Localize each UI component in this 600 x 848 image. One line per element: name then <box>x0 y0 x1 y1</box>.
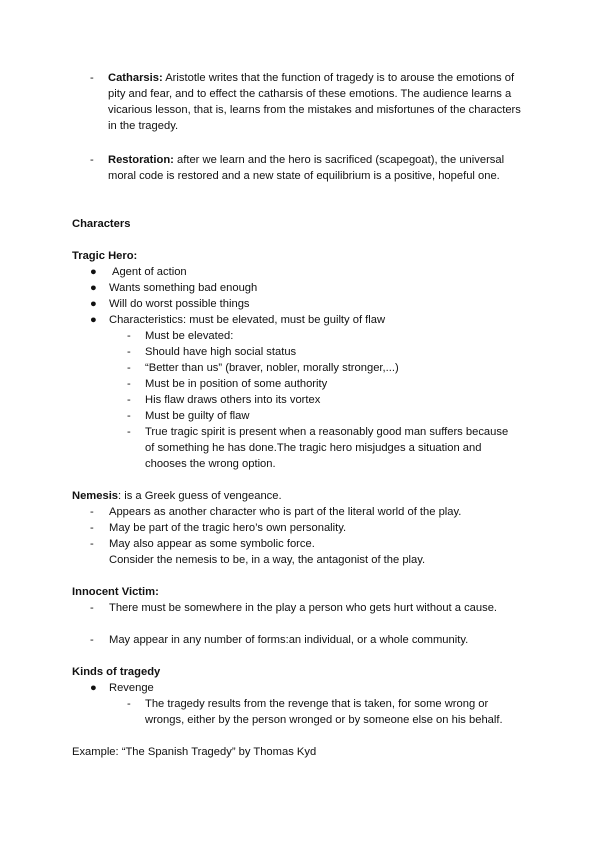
victim-item-text: There must be somewhere in the play a person who gets hurt without a cause. <box>109 602 498 614</box>
nemesis-item-text: May also appear as some symbolic force. <box>109 538 315 550</box>
kind-type: Revenge <box>109 682 154 694</box>
tragic-hero-heading: Tragic Hero: <box>72 250 138 262</box>
kind-description: The tragedy results from the revenge that is taken, for some wrong or wrongs, either by the person wronged or by someone else on his behalf. <box>145 698 503 726</box>
restoration-label: Restoration: <box>108 154 174 166</box>
example-line: Example: “The Spanish Tragedy” by Thomas Kyd <box>72 746 317 758</box>
bullet-icon: ● <box>90 298 97 310</box>
bullet-icon: ● <box>90 314 97 326</box>
characteristic-text: “Better than us” (braver, nobler, morally stronger,...) <box>145 362 399 374</box>
characteristic-text: Must be elevated: <box>145 330 234 342</box>
kinds-heading: Kinds of tragedy <box>72 666 161 678</box>
catharsis-text: Aristotle writes that the function of tragedy is to arouse the emotions of pity and fear, and to effect the catharsis of these emotions. The audience learns a vicarious lesson, that is, learns from the mistakes and misfortunes of the characters in the tragedy. <box>108 72 521 132</box>
innocent-victim-heading: Innocent Victim: <box>72 586 159 598</box>
dash-marker: - <box>127 330 131 342</box>
dash-marker: - <box>127 410 131 422</box>
catharsis-paragraph <box>108 70 528 134</box>
characteristic-text: Should have high social status <box>145 346 297 358</box>
dash-marker: - <box>90 522 94 534</box>
catharsis-dash: - <box>90 72 94 84</box>
nemesis-note: Consider the nemesis to be, in a way, the antagonist of the play. <box>109 554 426 566</box>
characteristic-text: Must be guilty of flaw <box>145 410 250 422</box>
restoration-text: after we learn and the hero is sacrificed (scapegoat), the universal moral code is restored and a new state of equilibrium is a positive, hopeful one. <box>108 154 505 182</box>
dash-marker: - <box>127 698 131 710</box>
dash-marker: - <box>127 426 131 438</box>
hero-item-text: Characteristics: must be elevated, must be guilty of flaw <box>109 314 386 326</box>
victim-item-text: May appear in any number of forms:an individual, or a whole community. <box>109 634 469 646</box>
restoration-dash: - <box>90 154 94 166</box>
characteristic-text: Must be in position of some authority <box>145 378 328 390</box>
bullet-icon: ● <box>90 682 97 694</box>
dash-marker: - <box>90 506 94 518</box>
characteristic-text: His flaw draws others into its vortex <box>145 394 321 406</box>
dash-marker: - <box>90 634 94 646</box>
characters-heading: Characters <box>72 218 131 230</box>
dash-marker: - <box>127 394 131 406</box>
nemesis-item-text: Appears as another character who is part of the literal world of the play. <box>109 506 462 518</box>
catharsis-label: Catharsis: <box>108 72 163 84</box>
restoration-paragraph <box>108 152 528 184</box>
dash-marker: - <box>90 538 94 550</box>
dash-marker: - <box>90 602 94 614</box>
characteristic-text: True tragic spirit is present when a reasonably good man suffers because of something he has done.The tragic hero misjudges a situation and chooses the wrong option. <box>145 426 509 470</box>
nemesis-label: Nemesis <box>72 490 119 502</box>
bullet-icon: ● <box>90 282 97 294</box>
nemesis-item-text: May be part of the tragic hero’s own personality. <box>109 522 347 534</box>
dash-marker: - <box>127 362 131 374</box>
nemesis-definition <box>72 488 282 504</box>
nemesis-definition-text: : is a Greek guess of vengeance. <box>118 490 282 502</box>
bullet-icon: ● <box>90 266 97 278</box>
hero-item-text: Will do worst possible things <box>109 298 250 310</box>
hero-item-text: Wants something bad enough <box>109 282 258 294</box>
hero-item-text: Agent of action <box>112 266 187 278</box>
dash-marker: - <box>127 378 131 390</box>
dash-marker: - <box>127 346 131 358</box>
